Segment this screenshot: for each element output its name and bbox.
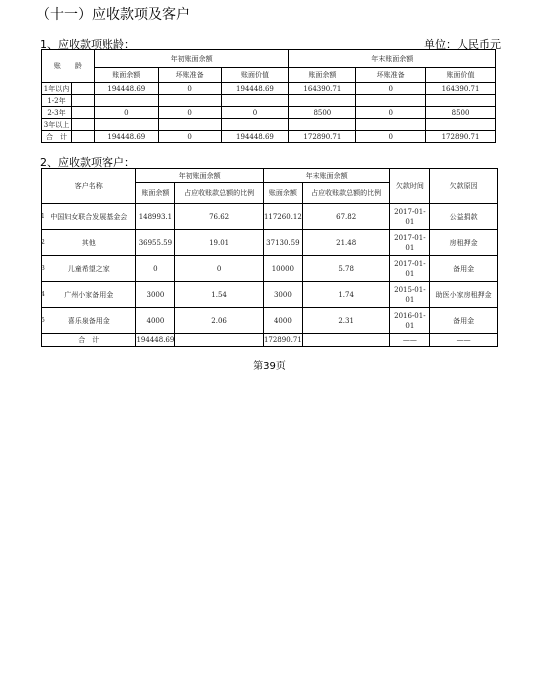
table-cell: 2017-01-01: [390, 204, 430, 230]
table-cell: 172890.71: [289, 131, 356, 143]
table-cell: 36955.59: [136, 230, 175, 256]
aging-row-header: 账 龄: [42, 50, 95, 83]
table-cell: 0: [356, 131, 426, 143]
table-cell: 164390.71: [289, 83, 356, 95]
table-row: [42, 119, 496, 131]
col-header: 账面余额: [94, 68, 158, 83]
group-end-header: 年末账面余额: [289, 50, 496, 68]
table-row: [42, 204, 498, 230]
row-number: 1: [41, 212, 45, 220]
group-begin-header: 年初账面余额: [94, 50, 289, 68]
table-cell: 148993.1: [136, 204, 175, 230]
table-cell: 备用金: [430, 256, 498, 282]
table-row-total: [42, 334, 498, 347]
customer-name-cell: [42, 204, 136, 230]
unit-label: 单位：人民币元: [424, 38, 501, 51]
table-cell: [158, 95, 221, 107]
group-end-header: 年末账面余额: [263, 169, 390, 183]
section2-heading: 2、应收款项客户：: [40, 156, 135, 169]
table-cell: 0: [158, 107, 221, 119]
table-cell: 194448.69: [94, 83, 158, 95]
row-number: 3: [41, 264, 45, 272]
table-cell: 房租押金: [430, 230, 498, 256]
table-cell: [356, 119, 426, 131]
table-cell: 2017-01-01: [390, 230, 430, 256]
table-cell: 助医小家房租押金: [430, 282, 498, 308]
table-cell: [289, 95, 356, 107]
table-cell: [289, 119, 356, 131]
table-cell: 0: [221, 107, 289, 119]
col-balance-header: 账面余额: [136, 183, 175, 204]
table-cell: 4000: [136, 308, 175, 334]
total-label: 合 计: [42, 334, 136, 347]
customer-name: 其他: [81, 238, 96, 247]
table-cell: 0: [94, 107, 158, 119]
col-header: 账面价值: [221, 68, 289, 83]
table-cell: 5.78: [302, 256, 390, 282]
table-cell: 2016-01-01: [390, 308, 430, 334]
table-cell: [158, 119, 221, 131]
aging-table: [41, 49, 496, 143]
table-cell: 172890.71: [426, 131, 496, 143]
col-balance-header: 账面余额: [263, 183, 302, 204]
table-cell: 21.48: [302, 230, 390, 256]
table-cell: 19.01: [175, 230, 264, 256]
row-label: 1-2年: [42, 95, 72, 107]
table-cell: [94, 95, 158, 107]
table-cell: 3000: [263, 282, 302, 308]
page-title: （十一）应收款项及客户: [36, 7, 190, 23]
table-cell: 117260.12: [263, 204, 302, 230]
customer-name: 儿童希望之家: [67, 264, 110, 273]
table-cell: 2015-01-01: [390, 282, 430, 308]
table-cell: ——: [430, 334, 498, 347]
table-cell: 0: [136, 256, 175, 282]
row-number: 5: [41, 316, 45, 324]
table-cell: 194448.69: [221, 131, 289, 143]
customer-name-cell: [42, 308, 136, 334]
table-cell: 0: [158, 131, 221, 143]
customer-name: 广州小家备用金: [64, 290, 114, 299]
customer-name-cell: [42, 282, 136, 308]
col-header: 账面价值: [426, 68, 496, 83]
table-cell: [356, 95, 426, 107]
table-cell: [221, 119, 289, 131]
table-cell: 1.54: [175, 282, 264, 308]
table-cell: 0: [158, 83, 221, 95]
table-cell: 76.62: [175, 204, 264, 230]
table-cell: 8500: [426, 107, 496, 119]
table-row: [42, 83, 496, 95]
table-cell: [94, 119, 158, 131]
table-row: [42, 107, 496, 119]
group-begin-header: 年初账面余额: [136, 169, 263, 183]
customer-name-cell: [42, 256, 136, 282]
col-ratio-header: 占应收账款总额的比例: [302, 183, 390, 204]
col-name-header: 客户名称: [42, 169, 136, 204]
table-row: [42, 230, 498, 256]
table-cell: 备用金: [430, 308, 498, 334]
row-label: 合 计: [42, 131, 72, 143]
table-cell: 1.74: [302, 282, 390, 308]
col-header: 坏账准备: [158, 68, 221, 83]
table-cell: 8500: [289, 107, 356, 119]
table-cell: 194448.69: [136, 334, 175, 347]
table-row: [42, 308, 498, 334]
table-cell: 164390.71: [426, 83, 496, 95]
table-cell: [426, 95, 496, 107]
table-cell: 2017-01-01: [390, 256, 430, 282]
col-time-header: 欠款时间: [390, 169, 430, 204]
customer-name-cell: [42, 230, 136, 256]
table-cell: 公益捐款: [430, 204, 498, 230]
table-row: [42, 256, 498, 282]
row-label: 3年以上: [42, 119, 72, 131]
section1-heading: 1、应收款项账龄：: [40, 38, 135, 51]
table-cell: 0: [356, 83, 426, 95]
table-cell: [426, 119, 496, 131]
table-cell: 37130.59: [263, 230, 302, 256]
col-header: 坏账准备: [356, 68, 426, 83]
table-cell: 194448.69: [94, 131, 158, 143]
table-cell: 172890.71: [263, 334, 302, 347]
page-number: 第39页: [253, 361, 286, 372]
col-header: 账面余额: [289, 68, 356, 83]
col-ratio-header: 占应收账款总额的比例: [175, 183, 264, 204]
table-row: [42, 95, 496, 107]
row-number: 4: [41, 290, 45, 298]
row-label: 2-3年: [42, 107, 72, 119]
table-cell: [221, 95, 289, 107]
table-cell: 10000: [263, 256, 302, 282]
table-cell: 67.82: [302, 204, 390, 230]
col-reason-header: 欠款原因: [430, 169, 498, 204]
row-number: 2: [41, 238, 45, 246]
table-cell: 3000: [136, 282, 175, 308]
table-cell: 0: [175, 256, 264, 282]
table-cell: 0: [356, 107, 426, 119]
customer-table: [41, 168, 498, 347]
table-cell: ——: [390, 334, 430, 347]
row-label: 1年以内: [42, 83, 72, 95]
table-cell: 4000: [263, 308, 302, 334]
table-cell: 194448.69: [221, 83, 289, 95]
table-row-total: [42, 131, 496, 143]
customer-name: 喜乐泉备用金: [67, 316, 110, 325]
table-cell: 2.06: [175, 308, 264, 334]
table-cell: 2.31: [302, 308, 390, 334]
customer-name: 中国妇女联合发展基金会: [50, 212, 128, 221]
table-row: [42, 282, 498, 308]
